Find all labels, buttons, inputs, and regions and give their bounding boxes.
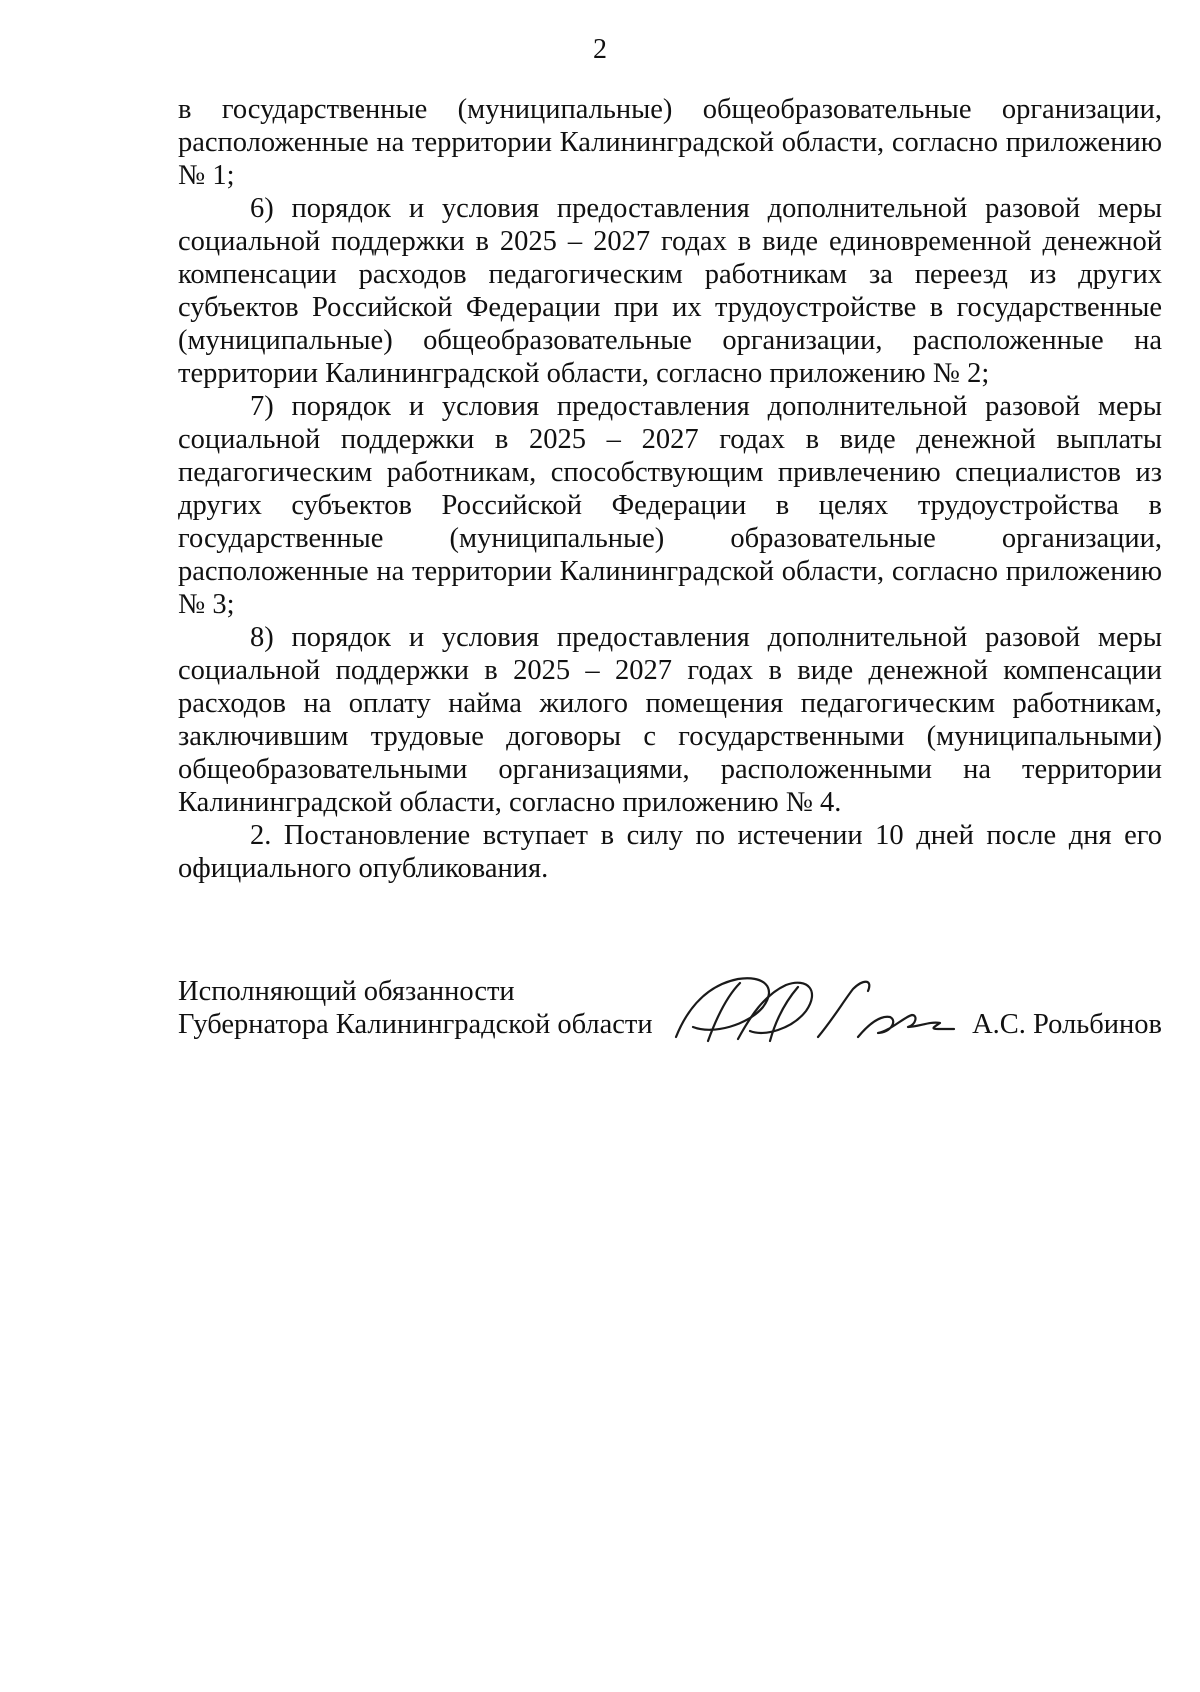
document-body [178, 93, 1162, 885]
page-number: 2 [593, 34, 607, 65]
handwritten-signature-icon [668, 967, 958, 1049]
signatory-title-line-2: Губернатора Калининградской области [178, 1009, 653, 1040]
signatory-title-line-1: Исполняющий обязанности [178, 976, 515, 1007]
paragraph-item-7: 7) порядок и условия предоставления дополнительной разовой меры социальной поддержки в 2025 – 2027 годах в виде денежной выплаты педагогическим работникам, способствующим привлечению специалистов из других субъектов Российской Федерации в целях трудоустройства в государственные (муниципальные) образовательные организации, расположенные на территории Калининградской области, согласно приложению № 3; [178, 391, 1162, 620]
paragraph-item-8: 8) порядок и условия предоставления дополнительной разовой меры социальной поддержки в 2025 – 2027 годах в виде денежной компенсации расходов на оплату найма жилого помещения педагогическим работникам, заключившим трудовые договоры с государственными (муниципальными) общеобразовательными организациями, расположенными на территории Калининградской области, согласно приложению № 4. [178, 622, 1162, 818]
paragraph-clause-2: 2. Постановление вступает в силу по истечении 10 дней после дня его официального опубликования. [178, 820, 1162, 884]
signature-block [178, 975, 1162, 1065]
signatory-name: А.С. Рольбинов [972, 1009, 1162, 1040]
paragraph-item-6: 6) порядок и условия предоставления дополнительной разовой меры социальной поддержки в 2025 – 2027 годах в виде единовременной денежной компенсации расходов педагогическим работникам за переезд из других субъектов Российской Федерации при их трудоустройстве в государственные (муниципальные) общеобразовательные организации, расположенные на территории Калининградской области, согласно приложению № 2; [178, 193, 1162, 389]
paragraph-continuation: в государственные (муниципальные) общеобразовательные организации, расположенные на территории Калининградской области, согласно приложению № 1; [178, 94, 1162, 191]
